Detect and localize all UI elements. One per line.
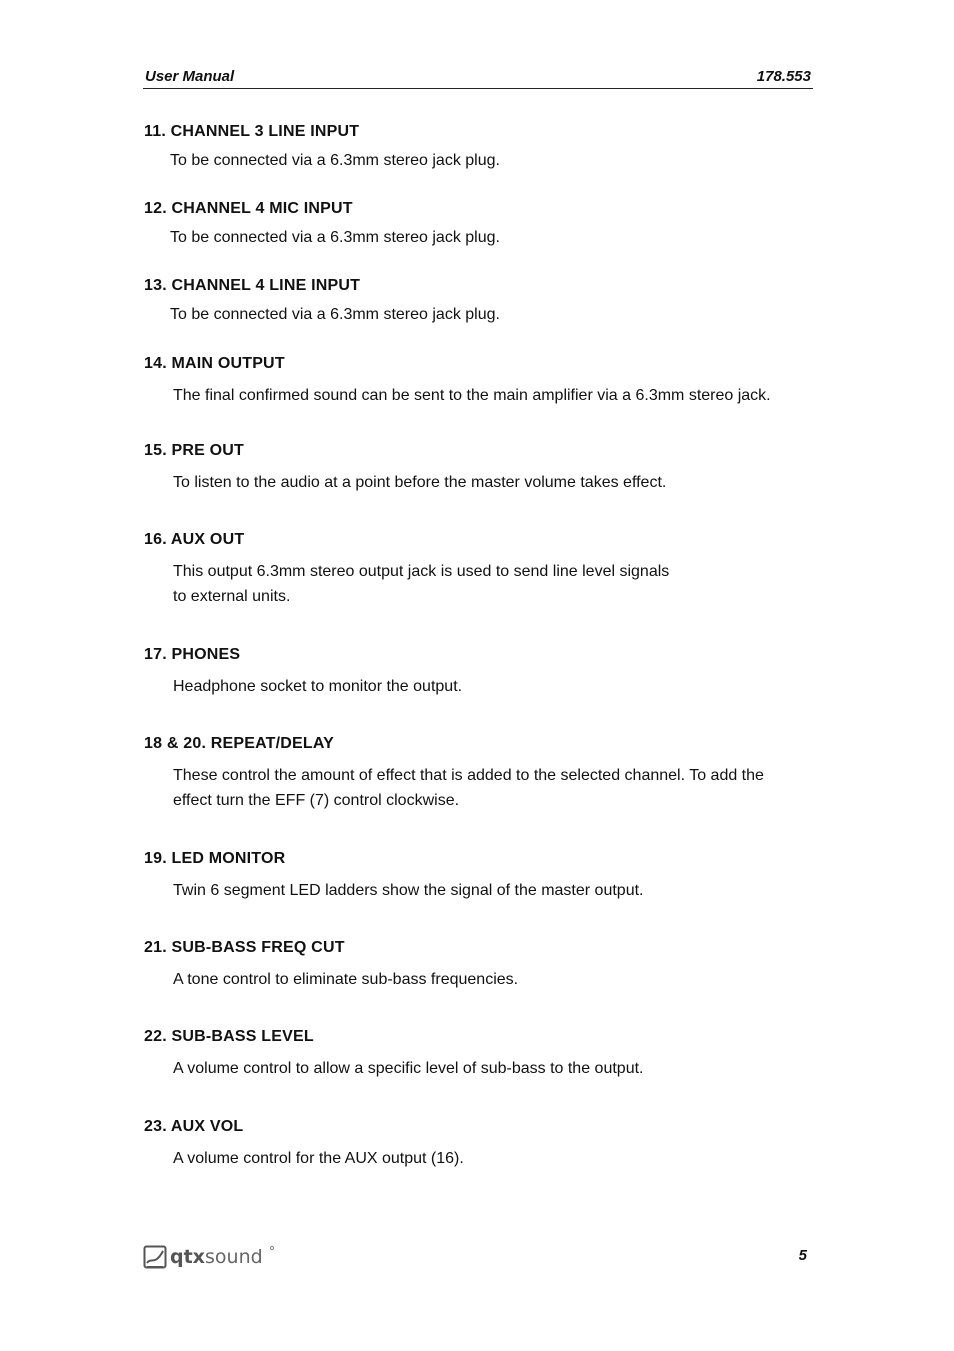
section-pre-out — [144, 441, 814, 495]
section-text-line-1: These control the amount of effect that is added to the selected channel. To add the — [173, 767, 764, 784]
section-text-line-2: effect turn the EFF (7) control clockwise. — [173, 792, 460, 809]
section-heading: 13. CHANNEL 4 LINE INPUT — [144, 277, 361, 294]
section-heading: 14. MAIN OUTPUT — [144, 355, 285, 372]
section-heading: 21. SUB-BASS FREQ CUT — [144, 939, 345, 956]
section-text-line-2: to external units. — [173, 588, 291, 605]
section-heading: 19. LED MONITOR — [144, 850, 286, 867]
section-text: Twin 6 segment LED ladders show the signal of the master output. — [173, 882, 644, 899]
section-heading: 15. PRE OUT — [144, 442, 245, 459]
section-channel-4-line-input — [144, 276, 814, 327]
section-aux-vol — [144, 1117, 814, 1171]
section-main-output — [144, 354, 814, 408]
section-text: The final confirmed sound can be sent to the main amplifier via a 6.3mm stereo jack. — [173, 387, 771, 404]
page-number: 5 — [798, 1247, 807, 1264]
section-repeat-delay — [144, 734, 814, 813]
section-aux-out — [144, 530, 814, 609]
section-text: To be connected via a 6.3mm stereo jack plug. — [170, 306, 500, 323]
manual-title: User Manual — [145, 68, 235, 85]
section-sub-bass-freq-cut — [144, 938, 814, 992]
page-header — [143, 68, 813, 89]
section-heading: 17. PHONES — [144, 646, 241, 663]
logo-mark-icon — [145, 1247, 166, 1268]
section-channel-3-line-input — [144, 122, 814, 173]
section-text: A volume control to allow a specific level of sub-bass to the output. — [173, 1060, 644, 1077]
qtxsound-logo — [143, 1242, 283, 1272]
section-text: Headphone socket to monitor the output. — [173, 678, 463, 695]
section-channel-4-mic-input — [144, 199, 814, 250]
section-text: To listen to the audio at a point before the master volume takes effect. — [173, 474, 667, 491]
section-heading: 22. SUB-BASS LEVEL — [144, 1028, 314, 1045]
registered-mark-icon — [271, 1247, 274, 1250]
section-text: A volume control for the AUX output (16). — [173, 1150, 464, 1167]
section-heading: 23. AUX VOL — [144, 1118, 244, 1135]
logo-light-text: sound — [205, 1246, 263, 1268]
section-text: To be connected via a 6.3mm stereo jack plug. — [170, 229, 500, 246]
logo-bold-text: qtx — [170, 1246, 205, 1268]
section-heading: 12. CHANNEL 4 MIC INPUT — [144, 200, 353, 217]
section-text: To be connected via a 6.3mm stereo jack plug. — [170, 152, 500, 169]
section-heading: 11. CHANNEL 3 LINE INPUT — [144, 123, 360, 140]
section-heading: 16. AUX OUT — [144, 531, 245, 548]
section-phones — [144, 645, 814, 699]
section-heading: 18 & 20. REPEAT/DELAY — [144, 735, 335, 752]
section-led-monitor — [144, 849, 814, 903]
section-text-line-1: This output 6.3mm stereo output jack is used to send line level signals — [173, 563, 670, 580]
section-sub-bass-level — [144, 1027, 814, 1081]
section-text: A tone control to eliminate sub-bass frequencies. — [173, 971, 519, 988]
product-code: 178.553 — [756, 68, 811, 85]
